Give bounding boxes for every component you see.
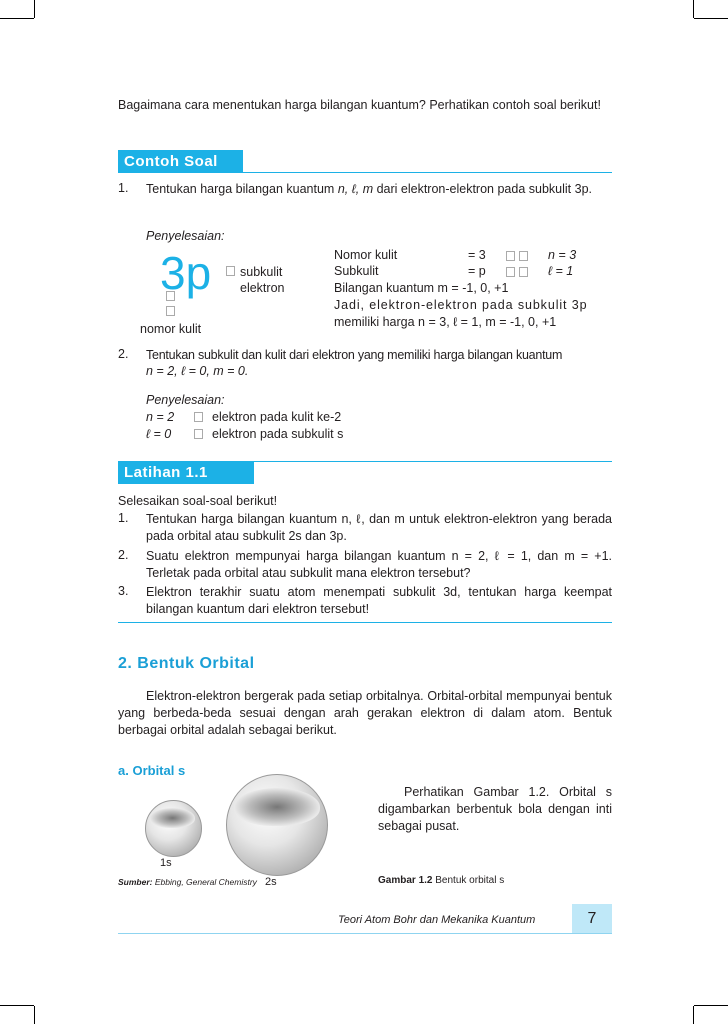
elektron-label: elektron xyxy=(240,281,285,295)
solution-2-row-2-left: ℓ = 0 xyxy=(146,427,172,441)
answer-row-2-label: Subkulit xyxy=(334,264,379,278)
crop-mark xyxy=(693,1006,694,1024)
latihan-item-number: 1. xyxy=(118,511,129,525)
crop-mark xyxy=(694,1005,728,1006)
answer-row-2-result: ℓ = 1 xyxy=(548,264,574,278)
contoh-soal-tag: Contoh Soal xyxy=(118,150,243,173)
question-number: 2. xyxy=(118,347,129,361)
question-2-line-1: Tentukan subkulit dan kulit dari elektron yang memiliki harga bilangan kuantum xyxy=(146,348,563,362)
latihan-rule-bottom xyxy=(118,622,612,623)
big-3p-label: 3p xyxy=(160,247,212,299)
source-text: Ebbing, General Chemistry xyxy=(154,877,257,887)
latihan-item-2: Suatu elektron mempunyai harga bilangan kuantum n = 2, ℓ = 1, dan m = +1. Terletak pada orbital atau subkulit mana elektron tersebut? xyxy=(146,549,612,580)
solution-2-label: Penyelesaian: xyxy=(146,393,225,407)
answer-row-1-label: Nomor kulit xyxy=(334,248,398,262)
placeholder-box xyxy=(226,266,235,276)
crop-mark xyxy=(0,18,34,19)
caption-text: Bentuk orbital s xyxy=(435,875,505,886)
crop-mark xyxy=(0,1005,34,1006)
subkulit-label: subkulit xyxy=(240,265,283,279)
question-1-text-a: Tentukan harga bilangan kuantum xyxy=(146,182,338,196)
nomor-kulit-label: nomor kulit xyxy=(140,322,202,336)
latihan-lead: Selesaikan soal-soal berikut! xyxy=(118,494,278,508)
crop-mark xyxy=(34,1006,35,1024)
crop-mark xyxy=(694,18,728,19)
label-1s: 1s xyxy=(160,857,172,869)
latihan-item-1: Tentukan harga bilangan kuantum n, ℓ, dan m untuk elektron-elektron yang berada pada orbital atau subkulit 2s dan 3p. xyxy=(146,512,612,543)
placeholder-box xyxy=(166,291,175,301)
solution-label: Penyelesaian: xyxy=(146,229,225,243)
side-paragraph: Perhatikan Gambar 1.2. Orbital s digambarkan berbentuk bola dengan inti sebagai pusat. xyxy=(378,785,612,833)
source-label: Sumber: xyxy=(118,877,153,887)
answer-row-3: Bilangan kuantum m = -1, 0, +1 xyxy=(334,281,509,295)
question-2-line-2: n = 2, ℓ = 0, m = 0. xyxy=(146,364,249,378)
placeholder-box xyxy=(504,248,530,262)
figure-source xyxy=(118,877,257,887)
caption-label: Gambar 1.2 xyxy=(378,875,433,886)
page-number: 7 xyxy=(587,910,597,927)
latihan-item-number: 3. xyxy=(118,584,129,598)
subsection-heading: a. Orbital s xyxy=(118,763,186,778)
solution-2-row-1-right: elektron pada kulit ke-2 xyxy=(212,410,342,424)
latihan-item-number: 2. xyxy=(118,548,129,562)
question-number: 1. xyxy=(118,181,129,195)
footer-title: Teori Atom Bohr dan Mekanika Kuantum xyxy=(338,914,536,926)
question-1 xyxy=(146,181,612,198)
latihan-tag: Latihan 1.1 xyxy=(118,461,254,484)
question-1-text-b: dari elektron-elektron pada subkulit 3p. xyxy=(373,182,592,196)
solution-2-row-2-right: elektron pada subkulit s xyxy=(212,427,344,441)
answer-row-1-result: n = 3 xyxy=(548,248,577,262)
answer-row-1-eq: = 3 xyxy=(468,248,486,262)
label-2s: 2s xyxy=(265,876,277,888)
latihan-rule-top xyxy=(118,461,612,462)
contoh-soal-rule xyxy=(118,172,612,173)
crop-mark xyxy=(693,0,694,18)
footer-rule xyxy=(118,933,612,934)
placeholder-box xyxy=(194,429,203,439)
section-heading: 2. Bentuk Orbital xyxy=(118,655,255,672)
question-1-vars: n, ℓ, m xyxy=(337,182,374,196)
placeholder-box xyxy=(166,306,175,316)
answer-row-4: Jadi, elektron-elektron pada subkulit 3p xyxy=(334,298,588,312)
answer-row-5: memiliki harga n = 3, ℓ = 1, m = -1, 0, +1 xyxy=(334,315,557,329)
placeholder-box xyxy=(194,412,203,422)
placeholder-box xyxy=(504,264,530,278)
orbital-2s-cutaway xyxy=(234,788,320,826)
orbital-1s-cutaway xyxy=(150,808,195,828)
intro-paragraph: Bagaimana cara menentukan harga bilangan kuantum? Perhatikan contoh soal berikut! xyxy=(118,98,601,112)
crop-mark xyxy=(34,0,35,18)
solution-2-row-1-left: n = 2 xyxy=(146,410,175,424)
latihan-item-3: Elektron terakhir suatu atom menempati subkulit 3d, tentukan harga keempat bilangan kuantum dari elektron tersebut! xyxy=(146,585,612,616)
answer-row-2-eq: = p xyxy=(468,264,486,278)
section-paragraph: Elektron-elektron bergerak pada setiap orbitalnya. Orbital-orbital mempunyai bentuk yang berbeda-beda sesuai dengan arah gerakan elektron di dalam atom. Bentuk berbagai orbital adalah sebagai berikut. xyxy=(118,689,612,737)
figure-caption xyxy=(378,875,504,886)
